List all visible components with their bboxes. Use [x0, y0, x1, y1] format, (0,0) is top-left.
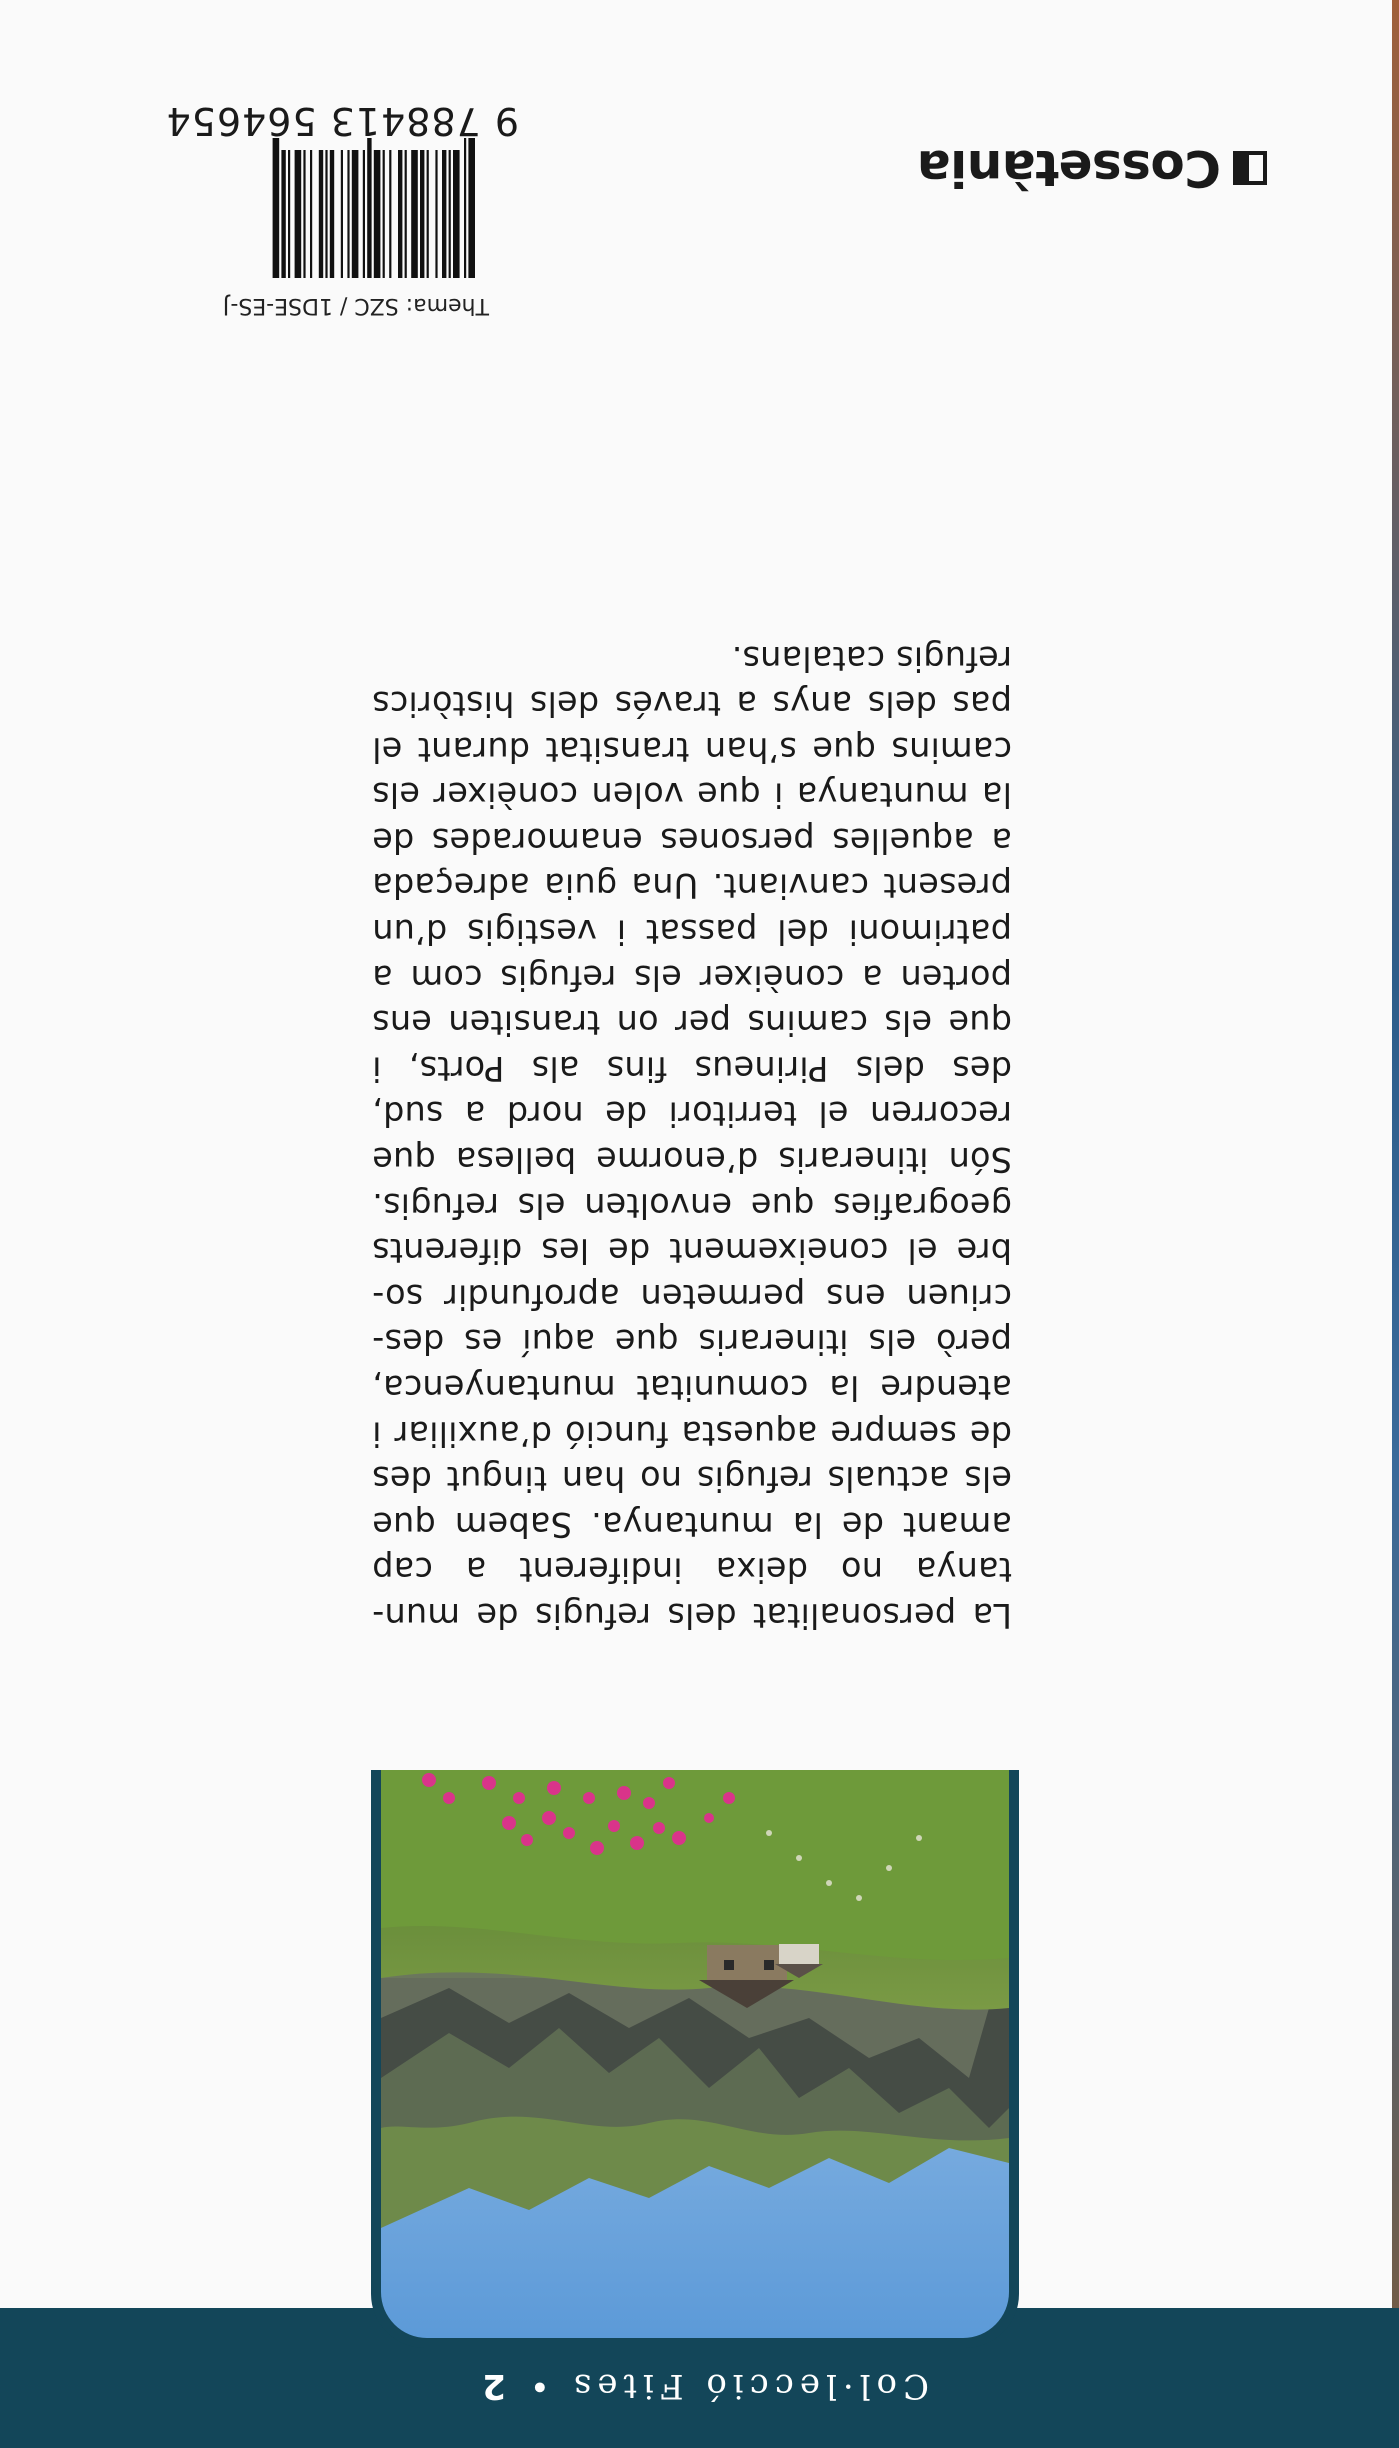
barcode-bar: [427, 150, 429, 278]
barcode-bar: [341, 150, 343, 278]
collection-name: Col·lecció Fites: [567, 2366, 929, 2406]
barcode-bar: [303, 150, 305, 278]
barcode-bar: [347, 150, 349, 278]
blurb-line: des dels Pirineus fins als Ports, i: [372, 1048, 1012, 1088]
collection-number: 2: [482, 2366, 506, 2406]
isbn-barcode-block: [79, 78, 519, 318]
barcode-bar: [449, 150, 451, 278]
publisher-square-icon: [1233, 151, 1267, 185]
publisher-logo: [917, 138, 1267, 198]
isbn-digits: 9 788413 564654: [165, 99, 519, 143]
blurb-line: criuen ens permeten aprofundir so-: [372, 1276, 1012, 1316]
barcode-bar: [288, 150, 290, 278]
spine-edge: [1392, 0, 1399, 2448]
barcode-bar: [310, 150, 312, 278]
publisher-name: Cossetània: [917, 139, 1221, 197]
barcode-bar: [420, 150, 424, 278]
barcode-bar: [435, 150, 437, 278]
barcode-bar: [352, 150, 359, 278]
barcode-bar: [383, 150, 385, 278]
blurb-line: porten a conèixer els refugis com a: [372, 957, 1012, 997]
blurb-line: patrimoni del passat i vestigis d’un: [372, 912, 1012, 952]
blurb-line: Són itineraris d’enorme bellesa que: [372, 1140, 1012, 1180]
barcode-bar: [273, 138, 280, 278]
barcode-bar: [405, 150, 407, 278]
barcode-bar: [389, 150, 391, 278]
barcode-bar: [281, 150, 285, 278]
barcode-bar: [330, 150, 334, 278]
barcode-bar: [398, 150, 402, 278]
blurb-line: camins que s’han transitat durant el: [372, 729, 1012, 769]
thema-code: Thema: SZC / 1DSE-ES-J: [222, 293, 489, 318]
blurb-line: La personalitat dels refugis de mun-: [372, 1596, 1012, 1635]
blurb-line: geografies que envolten els refugis.: [372, 1185, 1012, 1225]
barcode-icon: [99, 138, 479, 278]
barcode-bar: [453, 150, 460, 278]
barcode-bar: [319, 150, 323, 278]
blurb-line: a aquelles persones enamorades de: [372, 820, 1012, 860]
blurb-line: amant de la muntanya. Sabem que: [372, 1504, 1012, 1544]
blurb-line: pas dels anys a través dels històrics: [372, 684, 1012, 724]
barcode-bar: [468, 138, 475, 278]
blurb-line: que els camins per on transiten ens: [372, 1003, 1012, 1043]
mountain-refuge-photo: [381, 1770, 1009, 2338]
barcode-bar: [363, 150, 365, 278]
barcode-bar: [367, 138, 371, 278]
barcode-bar: [295, 150, 302, 278]
barcode-bar: [325, 150, 327, 278]
blurb-line: present canviant. Una guia adreçada: [372, 866, 1012, 906]
blurb-line: tanya no deixa indiferent a cap: [372, 1550, 1012, 1590]
blurb-line: bre el coneixement de les diferents: [372, 1231, 1012, 1271]
barcode-bar: [464, 138, 466, 278]
back-cover-blurb: [372, 635, 1012, 1638]
blurb-line: la muntanya i que volen conèixer els: [372, 775, 1012, 815]
collection-separator: •: [523, 2366, 550, 2406]
blurb-line: de sempre aquesta funció d’auxiliar i: [372, 1413, 1012, 1453]
blurb-line: però els itineraris que aquí es des-: [372, 1322, 1012, 1362]
blurb-line: refugis catalans.: [731, 638, 1012, 678]
blurb-line: recorren el territori de nord a sud,: [372, 1094, 1012, 1134]
blurb-line: els actuals refugis no han tingut des: [372, 1459, 1012, 1499]
barcode-bar: [411, 150, 418, 278]
photo-frame: [371, 1770, 1019, 2348]
collection-label: [429, 2366, 929, 2406]
barcode-bar: [442, 150, 446, 278]
barcode-bar: [374, 150, 381, 278]
blurb-line: atendre la comunitat muntanyenca,: [372, 1368, 1012, 1408]
